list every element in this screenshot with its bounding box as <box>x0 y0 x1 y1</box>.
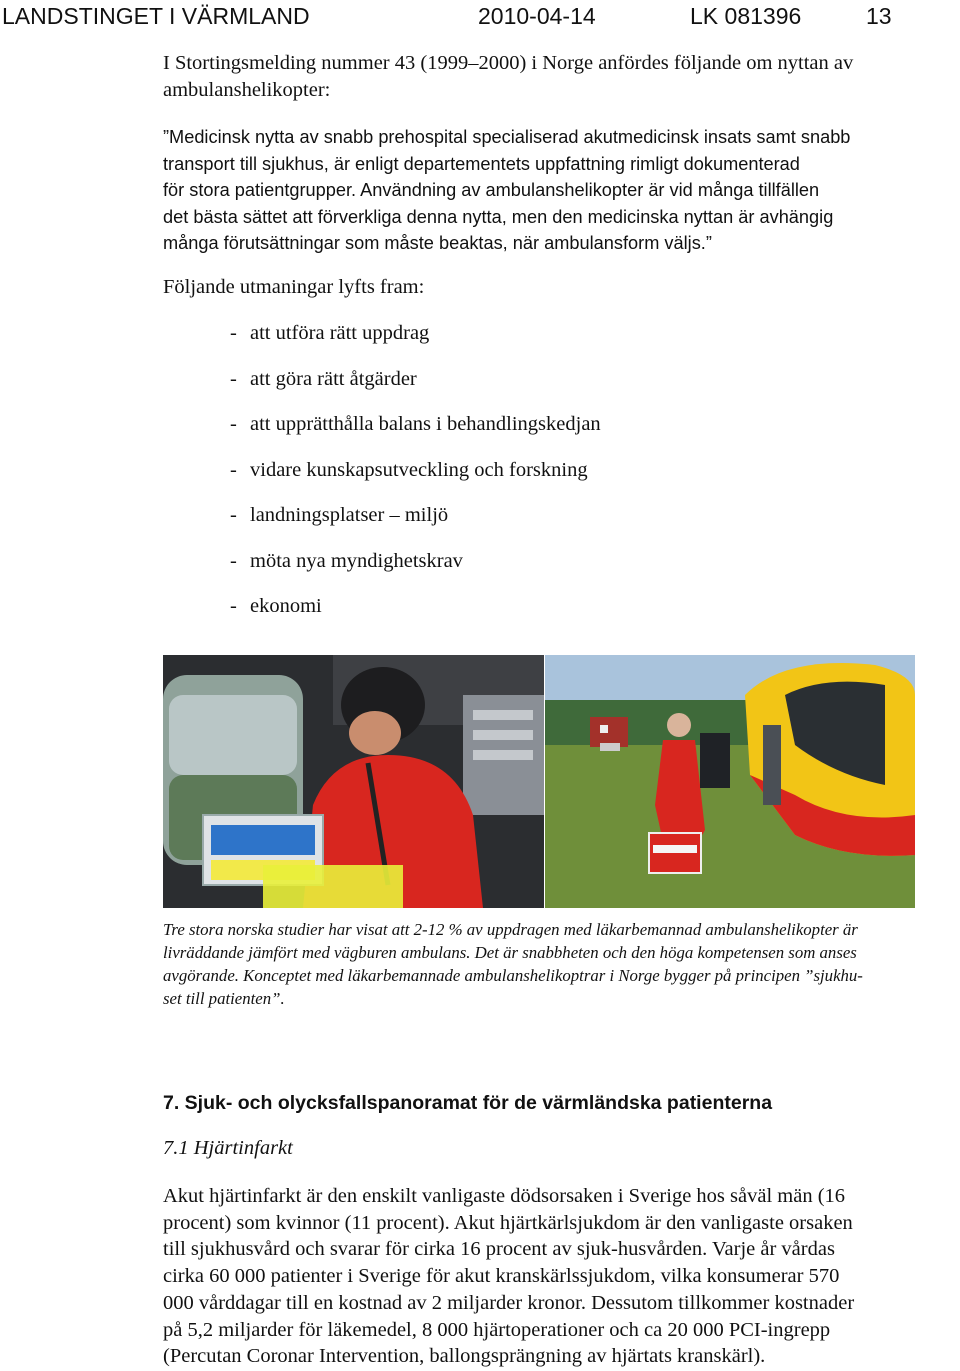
list-item <box>230 320 601 366</box>
list-item-text: landningsplatser – miljö <box>250 504 449 526</box>
intro-line: I Stortingsmelding nummer 43 (1999–2000) i Norge anfördes följande om nyttan av <box>163 52 854 74</box>
quote-line: transport till sjukhus, är enligt departementets uppfattning rimligt dokumenterad <box>163 153 800 174</box>
list-item <box>230 411 601 457</box>
section-body <box>163 1183 943 1370</box>
body-line: på 5,2 miljarder för läkemedel, 8 000 hjärtoperationer och ca 20 000 PCI-ingrepp <box>163 1318 831 1341</box>
quote-line: många förutsättningar som måste beaktas, när ambulansform väljs.” <box>163 233 712 253</box>
body-line: procent) som kvinnor (11 procent). Akut hjärtkärlsjukdom är den vanligaste orsaken <box>163 1211 853 1234</box>
header-page-number: 13 <box>866 3 892 29</box>
bullet-dash: - <box>230 595 237 617</box>
list-item <box>230 457 601 503</box>
bullet-dash: - <box>230 504 237 526</box>
quote-line: ”Medicinsk nytta av snabb prehospital specialiserad akutmedicinsk insats samt snabb <box>163 127 851 147</box>
caption-line: Tre stora norska studier har visat att 2-12 % av uppdragen med läkarbemannad ambulanshelikopter är <box>163 920 858 939</box>
caption-line: avgörande. Konceptet med läkarbemannade ambulanshelikoptrar i Norge bygger på principen ”sjukhu- <box>163 966 863 985</box>
list-item-text: att göra rätt åtgärder <box>250 367 417 390</box>
list-item <box>230 548 601 594</box>
list-item-text: att utföra rätt uppdrag <box>250 322 430 344</box>
list-item-text: ekonomi <box>250 595 322 617</box>
subsection-heading: 7.1 Hjärtinfarkt <box>163 1137 293 1159</box>
page-header <box>0 0 960 34</box>
body-line: Akut hjärtinfarkt är den enskilt vanligaste dödsorsaken i Sverige hos såväl män (16 <box>163 1185 846 1207</box>
bullet-dash: - <box>230 458 237 481</box>
photo-caption <box>163 918 953 1010</box>
section-heading: 7. Sjuk- och olycksfallspanoramat för de värmländska patienterna <box>163 1092 773 1114</box>
header-reference: LK 081396 <box>690 3 802 29</box>
caption-line: set till patienten”. <box>163 989 285 1008</box>
bullet-dash: - <box>230 367 237 390</box>
header-organization: LANDSTINGET I VÄRMLAND <box>2 3 310 29</box>
challenges-list <box>230 320 601 639</box>
bullet-dash: - <box>230 322 237 344</box>
body-line: till sjukhusvård och svarar för cirka 16 procent av sjuk-husvården. Varje år vårdas <box>163 1238 835 1261</box>
list-item-text: vidare kunskapsutveckling och forskning <box>250 458 588 481</box>
challenges-lead: Följande utmaningar lyfts fram: <box>163 276 425 298</box>
body-line: 000 vårddagar till en kostnad av 2 miljarder kronor. Dessutom tillkommer kostnader <box>163 1291 855 1314</box>
list-item <box>230 593 601 639</box>
intro-paragraph <box>163 50 943 104</box>
body-line: cirka 60 000 patienter i Sverige för akut kranskärlssjukdom, vilka konsumerar 570 <box>163 1265 840 1288</box>
body-line: (Percutan Coronar Intervention, ballongsprängning av hjärtats kranskärl). <box>163 1345 766 1368</box>
intro-line: ambulanshelikopter: <box>163 79 331 101</box>
header-date: 2010-04-14 <box>478 3 596 29</box>
quote-paragraph <box>163 124 943 257</box>
caption-line: livräddande jämfört med vägburen ambulans. Det är snabbheten och den höga kompetensen som anses <box>163 943 857 962</box>
list-item <box>230 366 601 412</box>
photo-doctor-in-helicopter <box>163 655 544 908</box>
list-item-text: att upprätthålla balans i behandlingskedjan <box>250 413 601 435</box>
quote-line: det bästa sättet att förverkliga denna nytta, men den medicinska nyttan är avhängig <box>163 206 834 227</box>
photo-helicopter-landing <box>545 655 915 908</box>
list-item <box>230 502 601 548</box>
list-item-text: möta nya myndighetskrav <box>250 549 463 572</box>
quote-line: för stora patientgrupper. Användning av ambulanshelikopter är vid många tillfällen <box>163 180 820 200</box>
bullet-dash: - <box>230 549 237 572</box>
photo-pair <box>163 655 915 908</box>
bullet-dash: - <box>230 413 237 435</box>
